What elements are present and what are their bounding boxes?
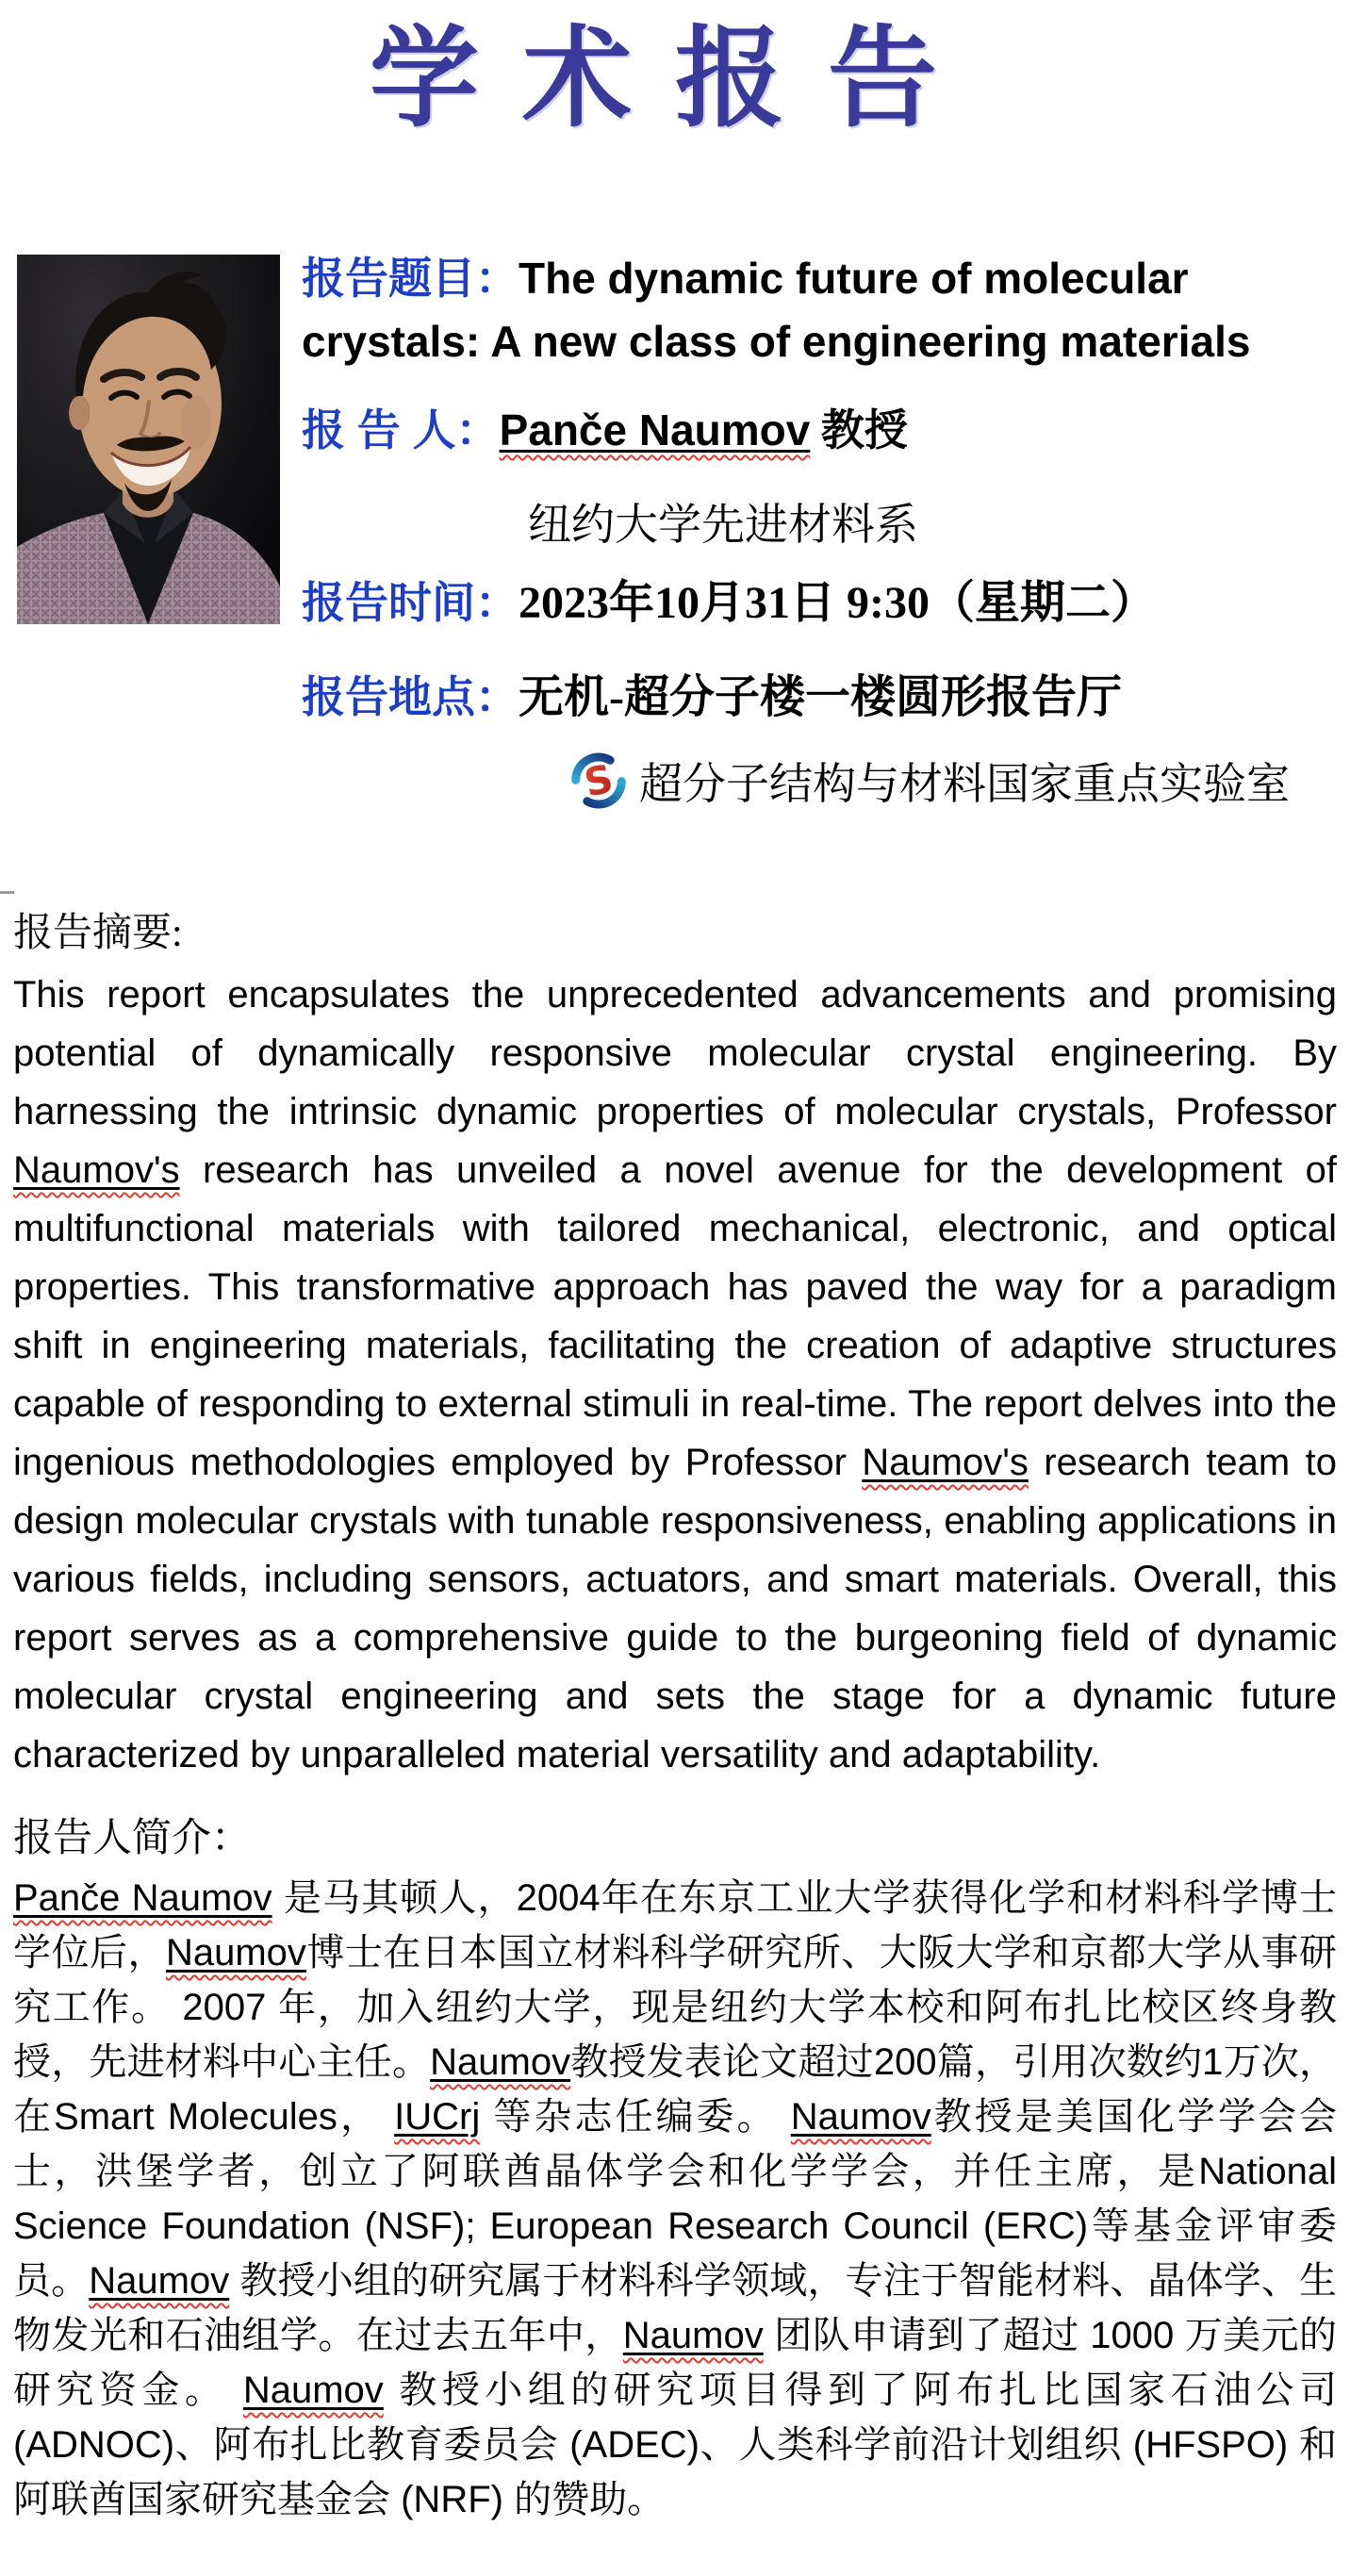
venue-value: 无机-超分子楼一楼圆形报告厅 — [519, 672, 1122, 722]
speaker-name: Panče Naumov — [499, 405, 811, 454]
spellchecked-name: IUCrj — [394, 2096, 481, 2138]
lab-logo-swirl-icon — [564, 751, 634, 811]
time-row — [302, 566, 1343, 631]
venue-row — [302, 660, 1343, 725]
venue-label: 报告地点： — [302, 672, 519, 721]
report-title-label: 报告题目： — [302, 254, 519, 303]
spellchecked-name: Naumov's — [13, 1149, 180, 1191]
spellchecked-name: Naumov — [165, 1932, 306, 1973]
spellchecked-name: Naumov — [242, 2370, 384, 2411]
bio-paragraph: Panče Naumov 是马其顿人，2004年在东京工业大学获得化学和材料科学博士学位后，Naumov博士在日本国立材料科学研究所、大阪大学和京都大学从事研究工作。 2007 年，加入纽约大学，现是纽约大学本校和阿布扎比校区终身教授，先进材料中心主任。Naumov教授发表论文超过200篇，引用次数约1万次，在Smart Molecules， IUCrj 等杂志任编委。 Naumov教授是美国化学学会会士，洪堡学者，创立了阿联酋晶体学会和化学学会，并任主席，是National Science Foundation (NSF); European Research Council (ERC)等基金评审委员。Naumov 教授小组的研究属于材料科学领域，专注于智能材料、晶体学、生物发光和石油组学。在过去五年中，Naumov 团队申请到了超过 1000 万美元的研究资金。 Naumov 教授小组的研究项目得到了阿布扎比国家石油公司 (ADNOC)、阿布扎比教育委员会 (ADEC)、人类科学前沿计划组织 (HFSPO) 和阿联酋国家研究基金会 (NRF) 的赞助。 — [13, 1877, 1338, 2520]
speaker-suffix: 教授 — [810, 406, 908, 454]
report-title-text-line2: crystals: A new class of engineering materials — [302, 317, 1251, 366]
spellchecked-name: Naumov — [622, 2315, 764, 2356]
abstract-paragraph: This report encapsulates the unprecedented advancements and promising potential of dynamically responsive molecular crystal engineering. By harnessing the intrinsic dynamic properties of molecular crystals, Professor Naumov's research has unveiled a novel avenue for the development of multifunctional materials with tailored mechanical, electronic, and optical properties. This transformative approach has paved the way for a paradigm shift in engineering materials, facilitating the creation of adaptive structures capable of responding to external stimuli in real-time. The report delves into the ingenious methodologies employed by Professor Naumov's research team to design molecular crystals with tunable responsiveness, enabling applications in various fields, including sensors, actuators, and smart materials. Overall, this report serves as a comprehensive guide to the burgeoning field of dynamic molecular crystal engineering and sets the stage for a dynamic future characterized by unparalleled material versatility and adaptability. — [13, 974, 1338, 1775]
page-title: 学术报告 — [370, 14, 980, 142]
lab-name: 超分子结构与材料国家重点实验室 — [639, 760, 1290, 808]
spellchecked-name: Naumov — [89, 2260, 230, 2302]
spellchecked-name: Naumov's — [862, 1442, 1029, 1483]
spellchecked-name: Naumov — [790, 2096, 931, 2138]
svg-text:S: S — [580, 755, 617, 806]
time-label: 报告时间： — [302, 578, 519, 627]
lab-signature-row — [564, 750, 1290, 812]
report-title-text-line1: The dynamic future of molecular — [519, 254, 1189, 303]
report-title-row — [302, 247, 1343, 373]
spellchecked-name: Naumov — [430, 2041, 571, 2083]
page-boundary-tick — [0, 891, 14, 894]
speaker-row — [302, 396, 1343, 458]
speaker-affiliation: 纽约大学先进材料系 — [528, 501, 918, 549]
abstract-heading: 报告摘要: — [13, 912, 183, 955]
speaker-label: 报 告 人： — [302, 405, 500, 454]
speaker-photo — [17, 255, 280, 624]
report-title-line1 — [302, 247, 1343, 310]
time-value: 2023年10月31日 9:30（星期二） — [519, 578, 1156, 628]
spellchecked-name: Panče Naumov — [13, 1877, 272, 1919]
bio-heading: 报告人简介： — [13, 1817, 252, 1860]
